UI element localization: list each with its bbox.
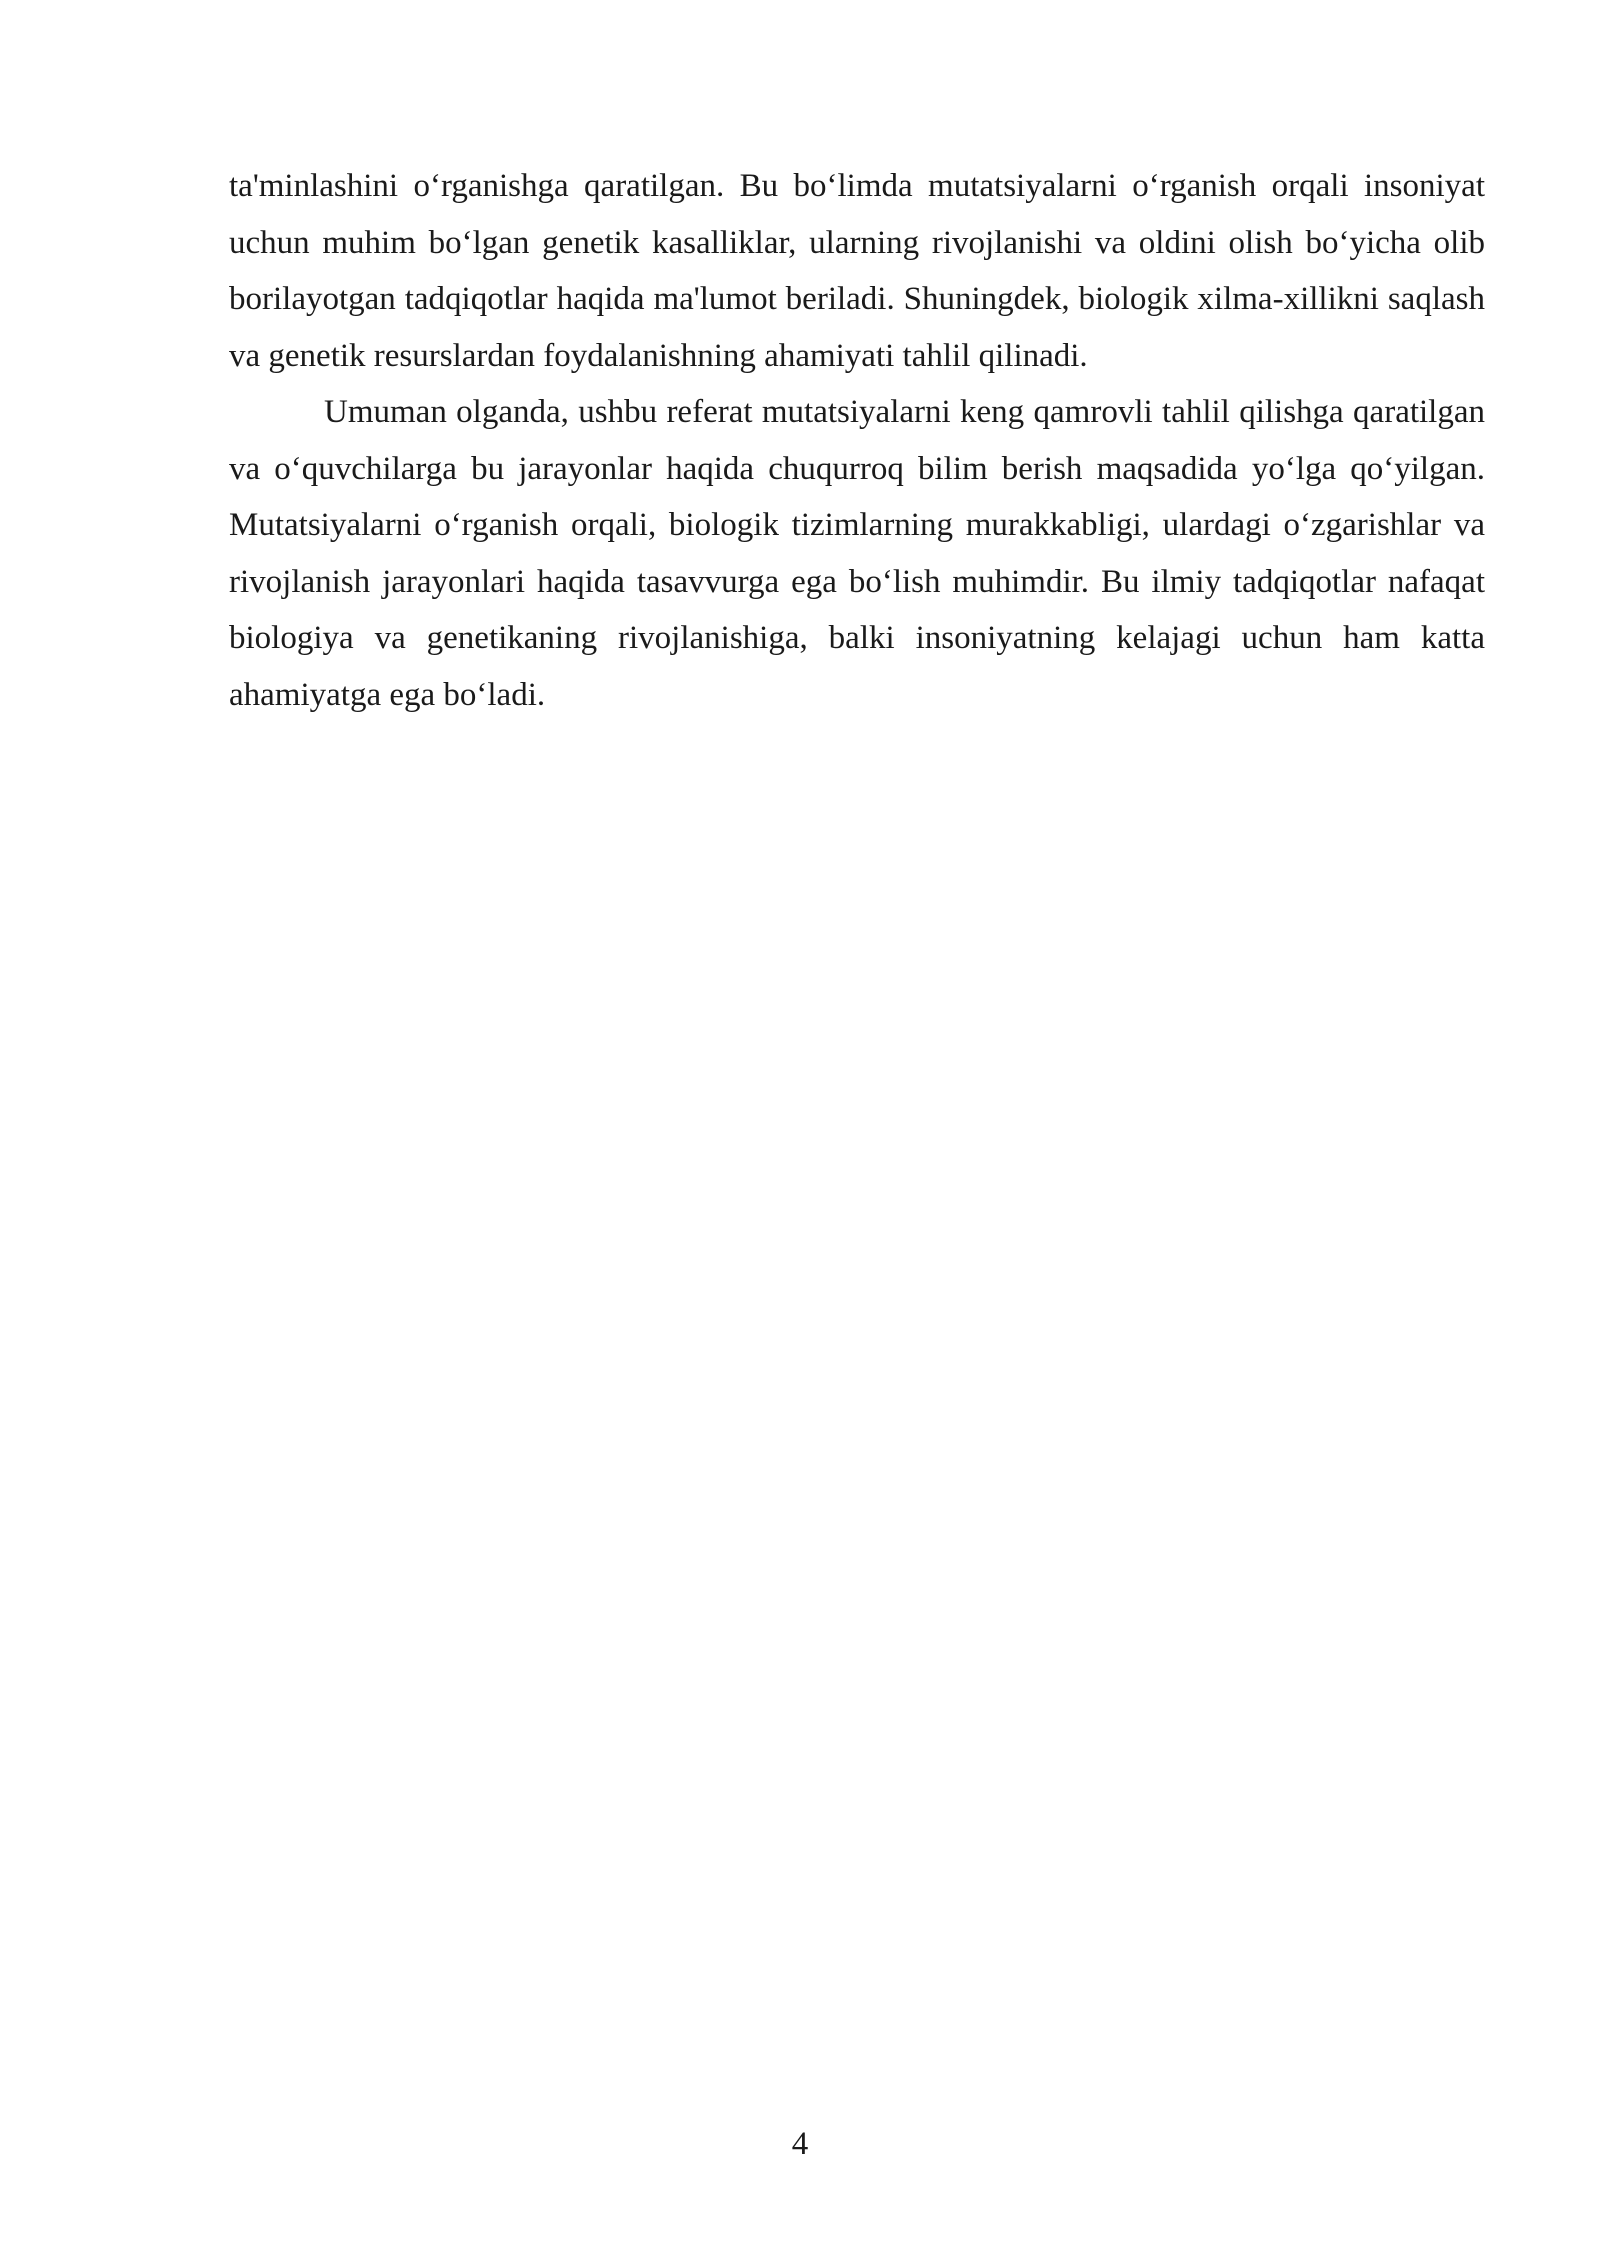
body-text bbox=[229, 158, 1485, 723]
paragraph-conclusion: Umuman olganda, ushbu referat mutatsiyalarni keng qamrovli tahlil qilishga qaratilgan va o‘quvchilarga bu jarayonlar haqida chuqurroq bilim berish maqsadida yo‘lga qo‘yilgan. Mutatsiyalarni o‘rganish orqali, biologik tizimlarning murakkabligi, ulardagi o‘zgarishlar va rivojlanish jarayonlari haqida tasavvurga ega bo‘lish muhimdir. Bu ilmiy tadqiqotlar nafaqat biologiya va genetikaning rivojlanishiga, balki insoniyatning kelajagi uchun ham katta ahamiyatga ega bo‘ladi. bbox=[229, 394, 1485, 713]
paragraph-continuation: ta'minlashini o‘rganishga qaratilgan. Bu bo‘limda mutatsiyalarni o‘rganish orqali insoniyat uchun muhim bo‘lgan genetik kasalliklar, ularning rivojlanishi va oldini olish bo‘yicha olib borilayotgan tadqiqotlar haqida ma'lumot beriladi. Shuningdek, biologik xilma-xillikni saqlash va genetik resurslardan foydalanishning ahamiyati tahlil qilinadi. bbox=[229, 168, 1485, 374]
page-number: 4 bbox=[791, 2126, 809, 2162]
